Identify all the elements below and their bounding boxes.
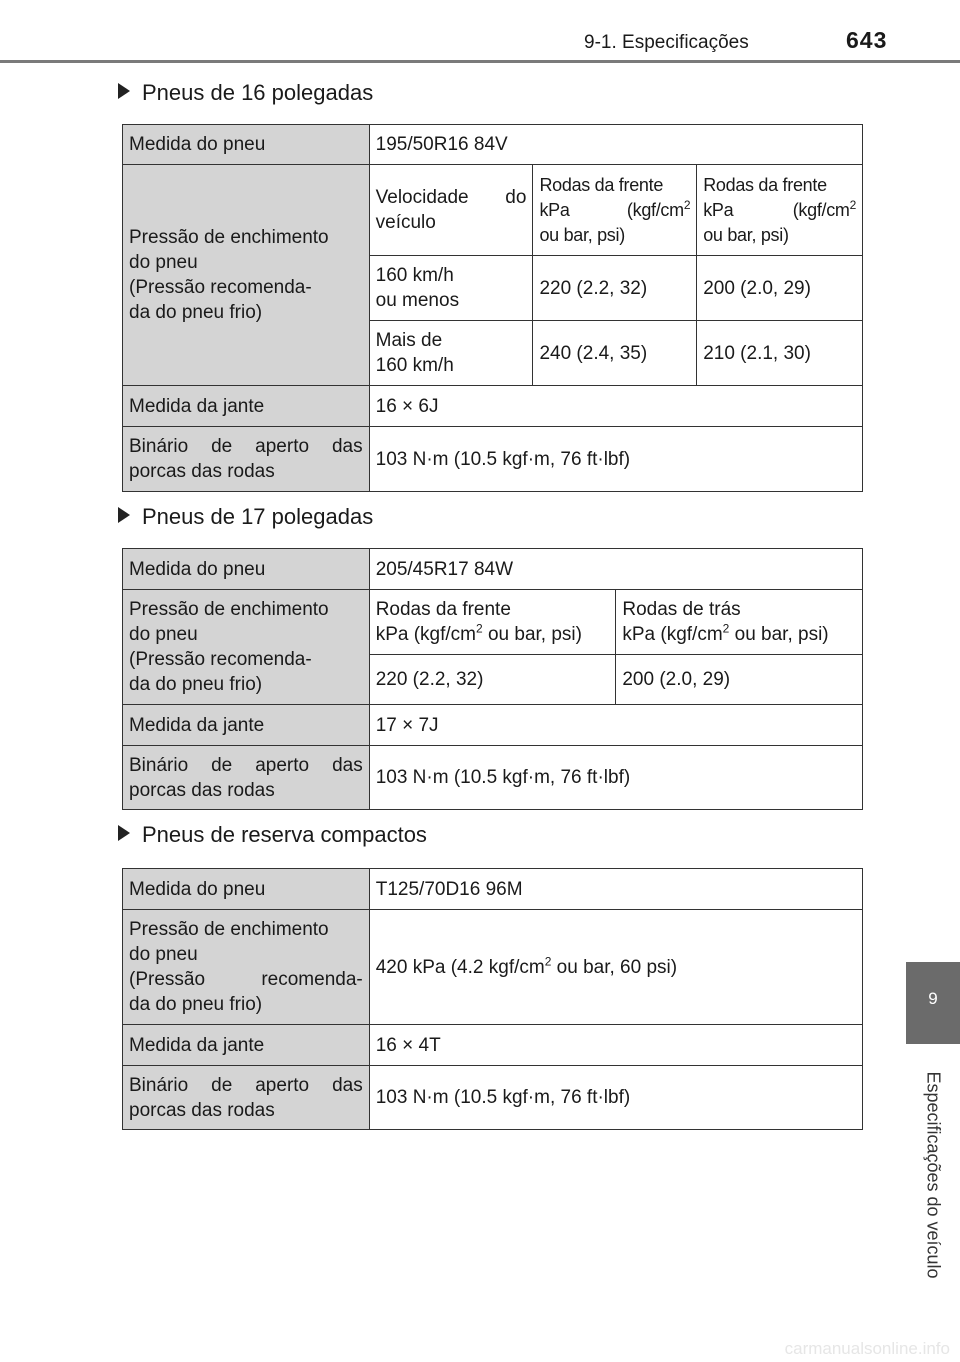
front-wheels-header: Rodas da frente kPa ($kgf/cm^2$ ou bar, psi) (369, 590, 616, 655)
table-row (123, 590, 863, 655)
heading-text: Pneus de 17 polegadas (142, 504, 374, 529)
tyre-size-label: Medida do pneu (123, 549, 370, 590)
table-row (123, 746, 863, 810)
torque-value: 103 N·m (10.5 kgf·m, 76 ft·lbf) (369, 746, 862, 810)
triangle-bullet-icon (118, 507, 130, 523)
torque-label: Binário de aperto das porcas das rodas (123, 746, 370, 810)
section-title: 9-1. Especificações (584, 32, 749, 53)
table-row (123, 1025, 863, 1066)
rim-size-value: 16 × 6J (369, 386, 862, 427)
rim-size-label: Medida da jante (123, 705, 370, 746)
torque-label: Binário de aperto das porcas das rodas (123, 1066, 370, 1130)
rear-pressure-cell: 200 (2.0, 29) (697, 256, 863, 321)
table-row (123, 910, 863, 1025)
heading-text: Pneus de reserva compactos (142, 822, 427, 847)
rear-wheels-header: Rodas da frente kPa ($kgf/cm^2$ ou bar, psi) (697, 165, 863, 256)
torque-value: 103 N·m (10.5 kgf·m, 76 ft·lbf) (369, 427, 862, 492)
table-row (123, 705, 863, 746)
heading-text: Pneus de 16 polegadas (142, 80, 374, 105)
section-heading-17 (118, 504, 373, 530)
table-row (123, 1066, 863, 1130)
front-pressure-cell: 220 (2.2, 32) (369, 655, 616, 705)
front-pressure-cell: 220 (2.2, 32) (533, 256, 697, 321)
spec-table-spare (122, 868, 863, 1130)
table-row (123, 549, 863, 590)
table-row (123, 386, 863, 427)
tyre-size-label: Medida do pneu (123, 125, 370, 165)
spec-table-16 (122, 124, 863, 492)
table-row (123, 869, 863, 910)
speed-cell: Mais de 160 km/h (369, 321, 533, 386)
header-divider (0, 60, 960, 63)
rim-size-value: 17 × 7J (369, 705, 862, 746)
triangle-bullet-icon (118, 825, 130, 841)
speed-header: Velocidade do veículo (369, 165, 533, 256)
chapter-tab-label (906, 1044, 960, 1306)
footer-watermark (0, 1336, 960, 1362)
front-wheels-header: Rodas da frente kPa ($kgf/cm^2$ ou bar, psi) (533, 165, 697, 256)
table-row (123, 165, 863, 256)
rear-wheels-header: Rodas de trás kPa ($kgf/cm^2$ ou bar, psi) (616, 590, 863, 655)
tyre-size-value: 195/50R16 84V (369, 125, 862, 165)
tyre-size-label: Medida do pneu (123, 869, 370, 910)
table-row (123, 125, 863, 165)
triangle-bullet-icon (118, 83, 130, 99)
section-heading-spare (118, 822, 427, 848)
torque-label: Binário de aperto das porcas das rodas (123, 427, 370, 492)
page-number: 643 (846, 27, 888, 53)
rear-pressure-cell: 200 (2.0, 29) (616, 655, 863, 705)
spec-table-17 (122, 548, 863, 810)
speed-cell: 160 km/h ou menos (369, 256, 533, 321)
pressure-label: Pressão de enchimento do pneu (Pressão recomenda- da do pneu frio) (123, 590, 370, 705)
table-row (123, 427, 863, 492)
rim-size-value: 16 × 4T (369, 1025, 862, 1066)
front-pressure-cell: 240 (2.4, 35) (533, 321, 697, 386)
rear-pressure-cell: 210 (2.1, 30) (697, 321, 863, 386)
rim-size-label: Medida da jante (123, 1025, 370, 1066)
torque-value: 103 N·m (10.5 kgf·m, 76 ft·lbf) (369, 1066, 862, 1130)
tyre-size-value: 205/45R17 84W (369, 549, 862, 590)
chapter-tab-number: 9 (906, 962, 960, 1044)
watermark-text: carmanualsonline.info (784, 1339, 950, 1358)
pressure-label: Pressão de enchimento do pneu (Pressão recomenda- da do pneu frio) (123, 910, 370, 1025)
section-heading-16 (118, 80, 373, 106)
chapter-tab-label-text: Especificações do veículo (923, 1071, 944, 1279)
tyre-size-value: T125/70D16 96M (369, 869, 862, 910)
rim-size-label: Medida da jante (123, 386, 370, 427)
pressure-value: 420 kPa (4.2 kgf/$cm^2$ ou bar, 60 psi) (369, 910, 862, 1025)
pressure-label: Pressão de enchimento do pneu (Pressão recomenda- da do pneu frio) (123, 165, 370, 386)
